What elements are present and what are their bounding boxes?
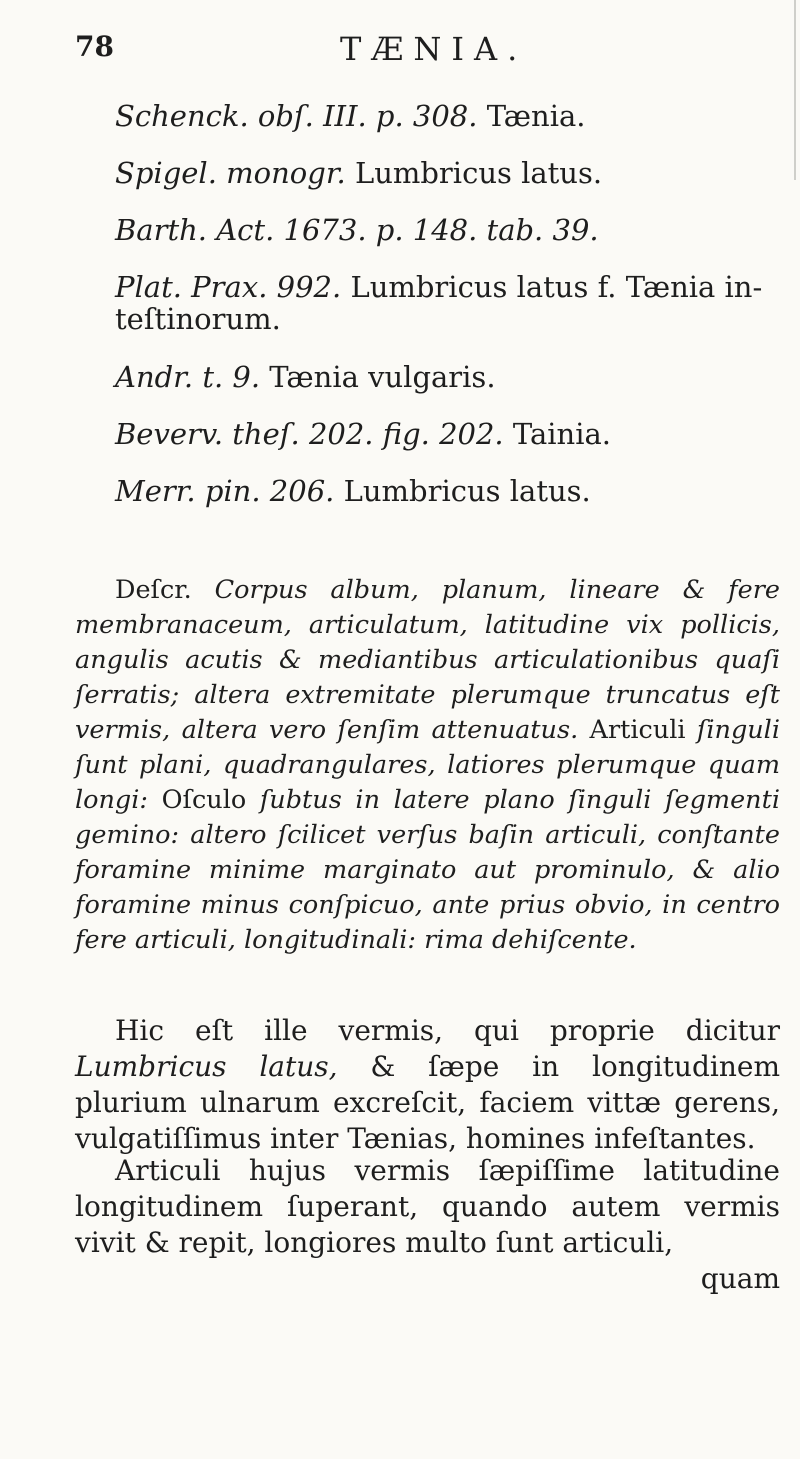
reference-name: Tænia. [486,99,586,133]
hic-text-b: & ſæpe in longitudinem plurium ulnarum excreſcit, faciem vittæ gerens, vulgatiſſimus inter Tænias, homines infeſtantes. [75,1050,780,1155]
reference-item [115,349,780,406]
reference-item [115,463,780,520]
reference-cite: 9. [232,360,261,394]
description-lead: Deſcr. [115,575,192,605]
hic-text-a: Hic eſt ille vermis, qui proprie dicitur [115,1014,780,1047]
description-paragraph [75,573,780,958]
hic-paragraph [75,1013,780,1157]
description-lead-articuli: Articuli [589,715,686,745]
reference-name: Tænia vulgaris. [269,360,496,394]
reference-work: theſ. [232,417,300,451]
running-title: TÆNIA. [340,30,528,68]
reference-author: Beverv. [115,417,224,451]
page-header [75,30,775,70]
catchword: quam [700,1262,780,1295]
reference-name: Lumbricus latus. [354,156,603,190]
reference-item [115,259,780,349]
reference-cite: 202. fig. 202. [308,417,504,451]
reference-cite: 1673. p. 148. tab. 39. [283,213,599,247]
reference-author: Barth. [115,213,208,247]
reference-work: monogr. [226,156,346,190]
reference-item [115,145,780,202]
reference-author: Schenck. [115,99,249,133]
reference-item [115,406,780,463]
description-text: Corpus album, planum, lineare & fere membranaceum, articulatum, latitudine vix pollicis, angulis acutis & mediantibus articulationibus quaſi ſerratis; altera extremitate plerumque truncatus eſt vermis, altera vero ſenſim attenuatus. [75,575,780,745]
reference-author: Spigel. [115,156,217,190]
reference-name: Lumbricus latus. [343,474,591,508]
reference-work: Prax. [191,270,268,304]
description-lead-osculo: Oſculo [161,785,247,815]
reference-name: Tainia. [512,417,611,451]
page-number: 78 [75,30,114,63]
reference-item [115,88,780,145]
reference-author: Andr. [115,360,194,394]
description-text-osculo: ſubtus in latere plano ſinguli ſegmenti gemino: altero ſcilicet verſus baſin articuli, conſtante foramine minime marginato aut prominulo, & alio foramine minus conſpicuo, ante prius obvio, in centro fere articuli, longitudinali: rima dehiſcente. [75,785,780,955]
reference-list [115,88,780,520]
reference-cite: p. 308. [375,99,478,133]
articuli-text: Articuli hujus vermis ſæpiſſime latitudine longitudinem ſuperant, quando autem vermis vivit & repit, longiores multo ſunt articuli, [75,1154,780,1259]
reference-work: t. [202,360,224,394]
reference-work: obſ. III. [257,99,367,133]
reference-work: Act. [216,213,275,247]
reference-cite: 206. [269,474,335,508]
reference-work: pin. [204,474,261,508]
reference-item [115,202,780,259]
page-edge-line [794,0,796,180]
reference-author: Merr. [115,474,196,508]
reference-author: Plat. [115,270,182,304]
articuli-paragraph [75,1153,780,1297]
hic-italic-term: Lumbricus latus, [75,1050,338,1083]
description-text-articuli: ſinguli ſunt plani, quadrangulares, latiores plerumque quam longi: [75,715,780,815]
reference-continuation: teſtinorum. [115,302,281,336]
reference-cite: 992. [276,270,342,304]
reference-name: Lumbricus latus f. Tænia in- [350,270,763,304]
